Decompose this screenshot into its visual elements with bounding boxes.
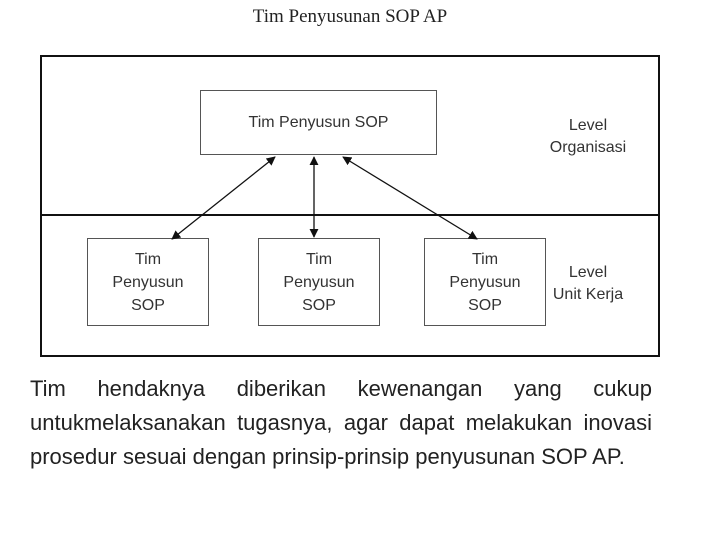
unit-team-box-3: Tim Penyusun SOP: [424, 238, 546, 326]
level-organisasi-label: Level Organisasi: [549, 117, 627, 156]
unit-team-box-1: Tim Penyusun SOP: [87, 238, 209, 326]
unit-team-box-2: Tim Penyusun SOP: [258, 238, 380, 326]
top-team-box: Tim Penyusun SOP: [200, 90, 437, 155]
arrow-left: [172, 157, 275, 239]
caption-text: Tim hendaknya diberikan kewenangan yang cukup untukmelaksanakan tugasnya, agar dapat melakukan inovasi prosedur sesuai dengan prinsip-prinsip penyusunan SOP AP.: [30, 376, 652, 469]
level-unit-kerja-label: Level Unit Kerja: [552, 264, 624, 303]
diagram-title: Tim Penyusunan SOP AP: [252, 6, 448, 27]
arrow-right: [343, 157, 477, 239]
